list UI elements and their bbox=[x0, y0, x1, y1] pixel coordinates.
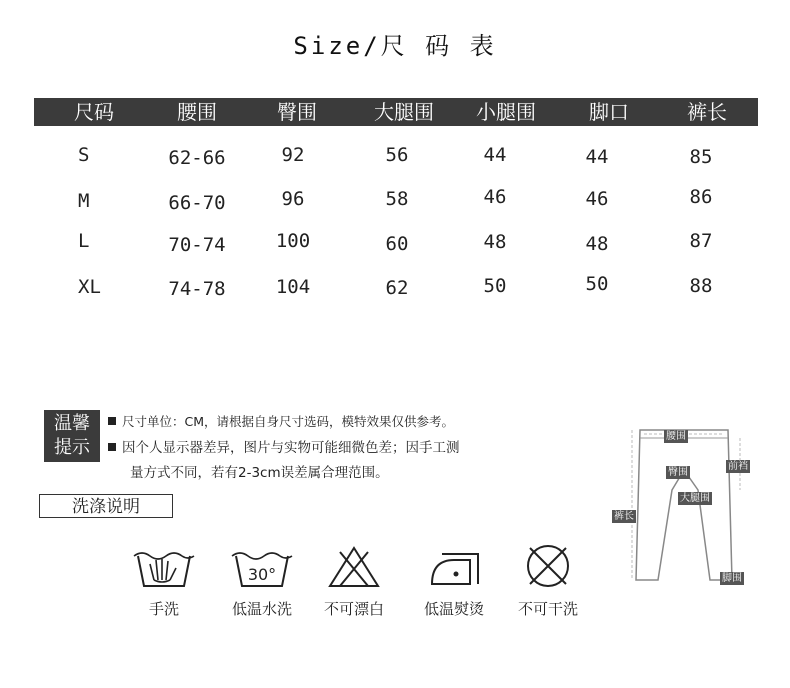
cell-thigh: 60 bbox=[385, 233, 409, 255]
diagram-label-hip: 臀围 bbox=[668, 467, 688, 478]
header-thigh: 大腿围 bbox=[374, 100, 434, 124]
wash-instructions-title: 洗涤说明 bbox=[39, 494, 173, 518]
care-label: 手洗 bbox=[148, 600, 179, 618]
diagram-label-rise: 前裆 bbox=[728, 461, 748, 472]
tip-line-2 bbox=[108, 436, 460, 456]
tip-text: 因个人显示器差异，图片与实物可能细微色差；因手工测 bbox=[122, 440, 460, 456]
header-size: 尺码 bbox=[74, 100, 114, 124]
cell-size: S bbox=[78, 144, 90, 166]
wash-30-icon bbox=[230, 542, 294, 590]
tips-badge-line2: 提示 bbox=[54, 437, 90, 458]
cell-calf: 46 bbox=[483, 186, 507, 208]
care-item bbox=[314, 542, 394, 619]
care-item bbox=[508, 542, 588, 619]
cell-hip: 92 bbox=[281, 144, 305, 166]
bullet-icon bbox=[108, 417, 116, 425]
page-title: Size/尺 码 表 bbox=[293, 32, 497, 60]
care-item bbox=[222, 542, 302, 619]
diagram-label-waist: 腰围 bbox=[666, 431, 686, 442]
cell-thigh: 58 bbox=[385, 188, 409, 210]
cell-length: 86 bbox=[689, 186, 713, 208]
cell-thigh: 62 bbox=[385, 277, 409, 299]
cell-size: L bbox=[78, 230, 90, 252]
care-label: 低温熨烫 bbox=[423, 600, 484, 618]
care-label: 不可漂白 bbox=[323, 600, 384, 618]
cell-length: 87 bbox=[689, 230, 713, 252]
cell-calf: 50 bbox=[483, 275, 507, 297]
cell-length: 85 bbox=[689, 146, 713, 168]
cell-hem: 48 bbox=[585, 233, 609, 255]
low-iron-icon bbox=[422, 542, 486, 590]
cell-hem: 44 bbox=[585, 146, 609, 168]
cell-waist: 70-74 bbox=[168, 234, 226, 256]
cell-calf: 44 bbox=[483, 144, 507, 166]
cell-calf: 48 bbox=[483, 231, 507, 253]
tip-text: 尺寸单位：CM，请根据自身尺寸选码，模特效果仅供参考。 bbox=[122, 414, 455, 429]
cell-hem: 50 bbox=[585, 273, 609, 295]
cell-hem: 46 bbox=[585, 188, 609, 210]
no-bleach-icon bbox=[322, 542, 386, 590]
cell-hip: 100 bbox=[275, 230, 311, 252]
pants-diagram bbox=[610, 420, 760, 600]
diagram-label-length: 裤长 bbox=[614, 511, 634, 522]
wash-temp: 30° bbox=[247, 565, 277, 584]
header-length: 裤长 bbox=[687, 100, 727, 124]
care-item bbox=[124, 542, 204, 619]
cell-waist: 66-70 bbox=[168, 192, 226, 214]
cell-waist: 62-66 bbox=[168, 147, 226, 169]
care-label: 低温水洗 bbox=[231, 600, 292, 618]
care-label: 不可干洗 bbox=[517, 600, 578, 618]
cell-length: 88 bbox=[689, 275, 713, 297]
tips-badge-line1: 温馨 bbox=[54, 413, 90, 434]
cell-hip: 104 bbox=[275, 276, 311, 298]
tips-badge bbox=[44, 410, 100, 462]
header-calf: 小腿围 bbox=[476, 100, 536, 124]
hand-wash-icon bbox=[132, 542, 196, 590]
header-waist: 腰围 bbox=[177, 100, 217, 124]
cell-waist: 74-78 bbox=[168, 278, 226, 300]
care-item bbox=[414, 542, 494, 619]
cell-size: M bbox=[78, 190, 90, 212]
cell-size: XL bbox=[78, 276, 101, 298]
cell-thigh: 56 bbox=[385, 144, 409, 166]
no-dry-clean-icon bbox=[516, 542, 580, 590]
cell-hip: 96 bbox=[281, 188, 305, 210]
bullet-icon bbox=[108, 443, 116, 451]
header-hem: 脚口 bbox=[589, 100, 629, 124]
size-table-header bbox=[34, 98, 758, 126]
tip-line-1 bbox=[108, 412, 454, 430]
diagram-label-thigh: 大腿围 bbox=[680, 493, 710, 504]
tip-line-3: 量方式不同，若有2-3cm误差属合理范围。 bbox=[130, 465, 389, 481]
diagram-label-hem: 脚围 bbox=[722, 573, 742, 584]
header-hip: 臀围 bbox=[277, 100, 317, 124]
